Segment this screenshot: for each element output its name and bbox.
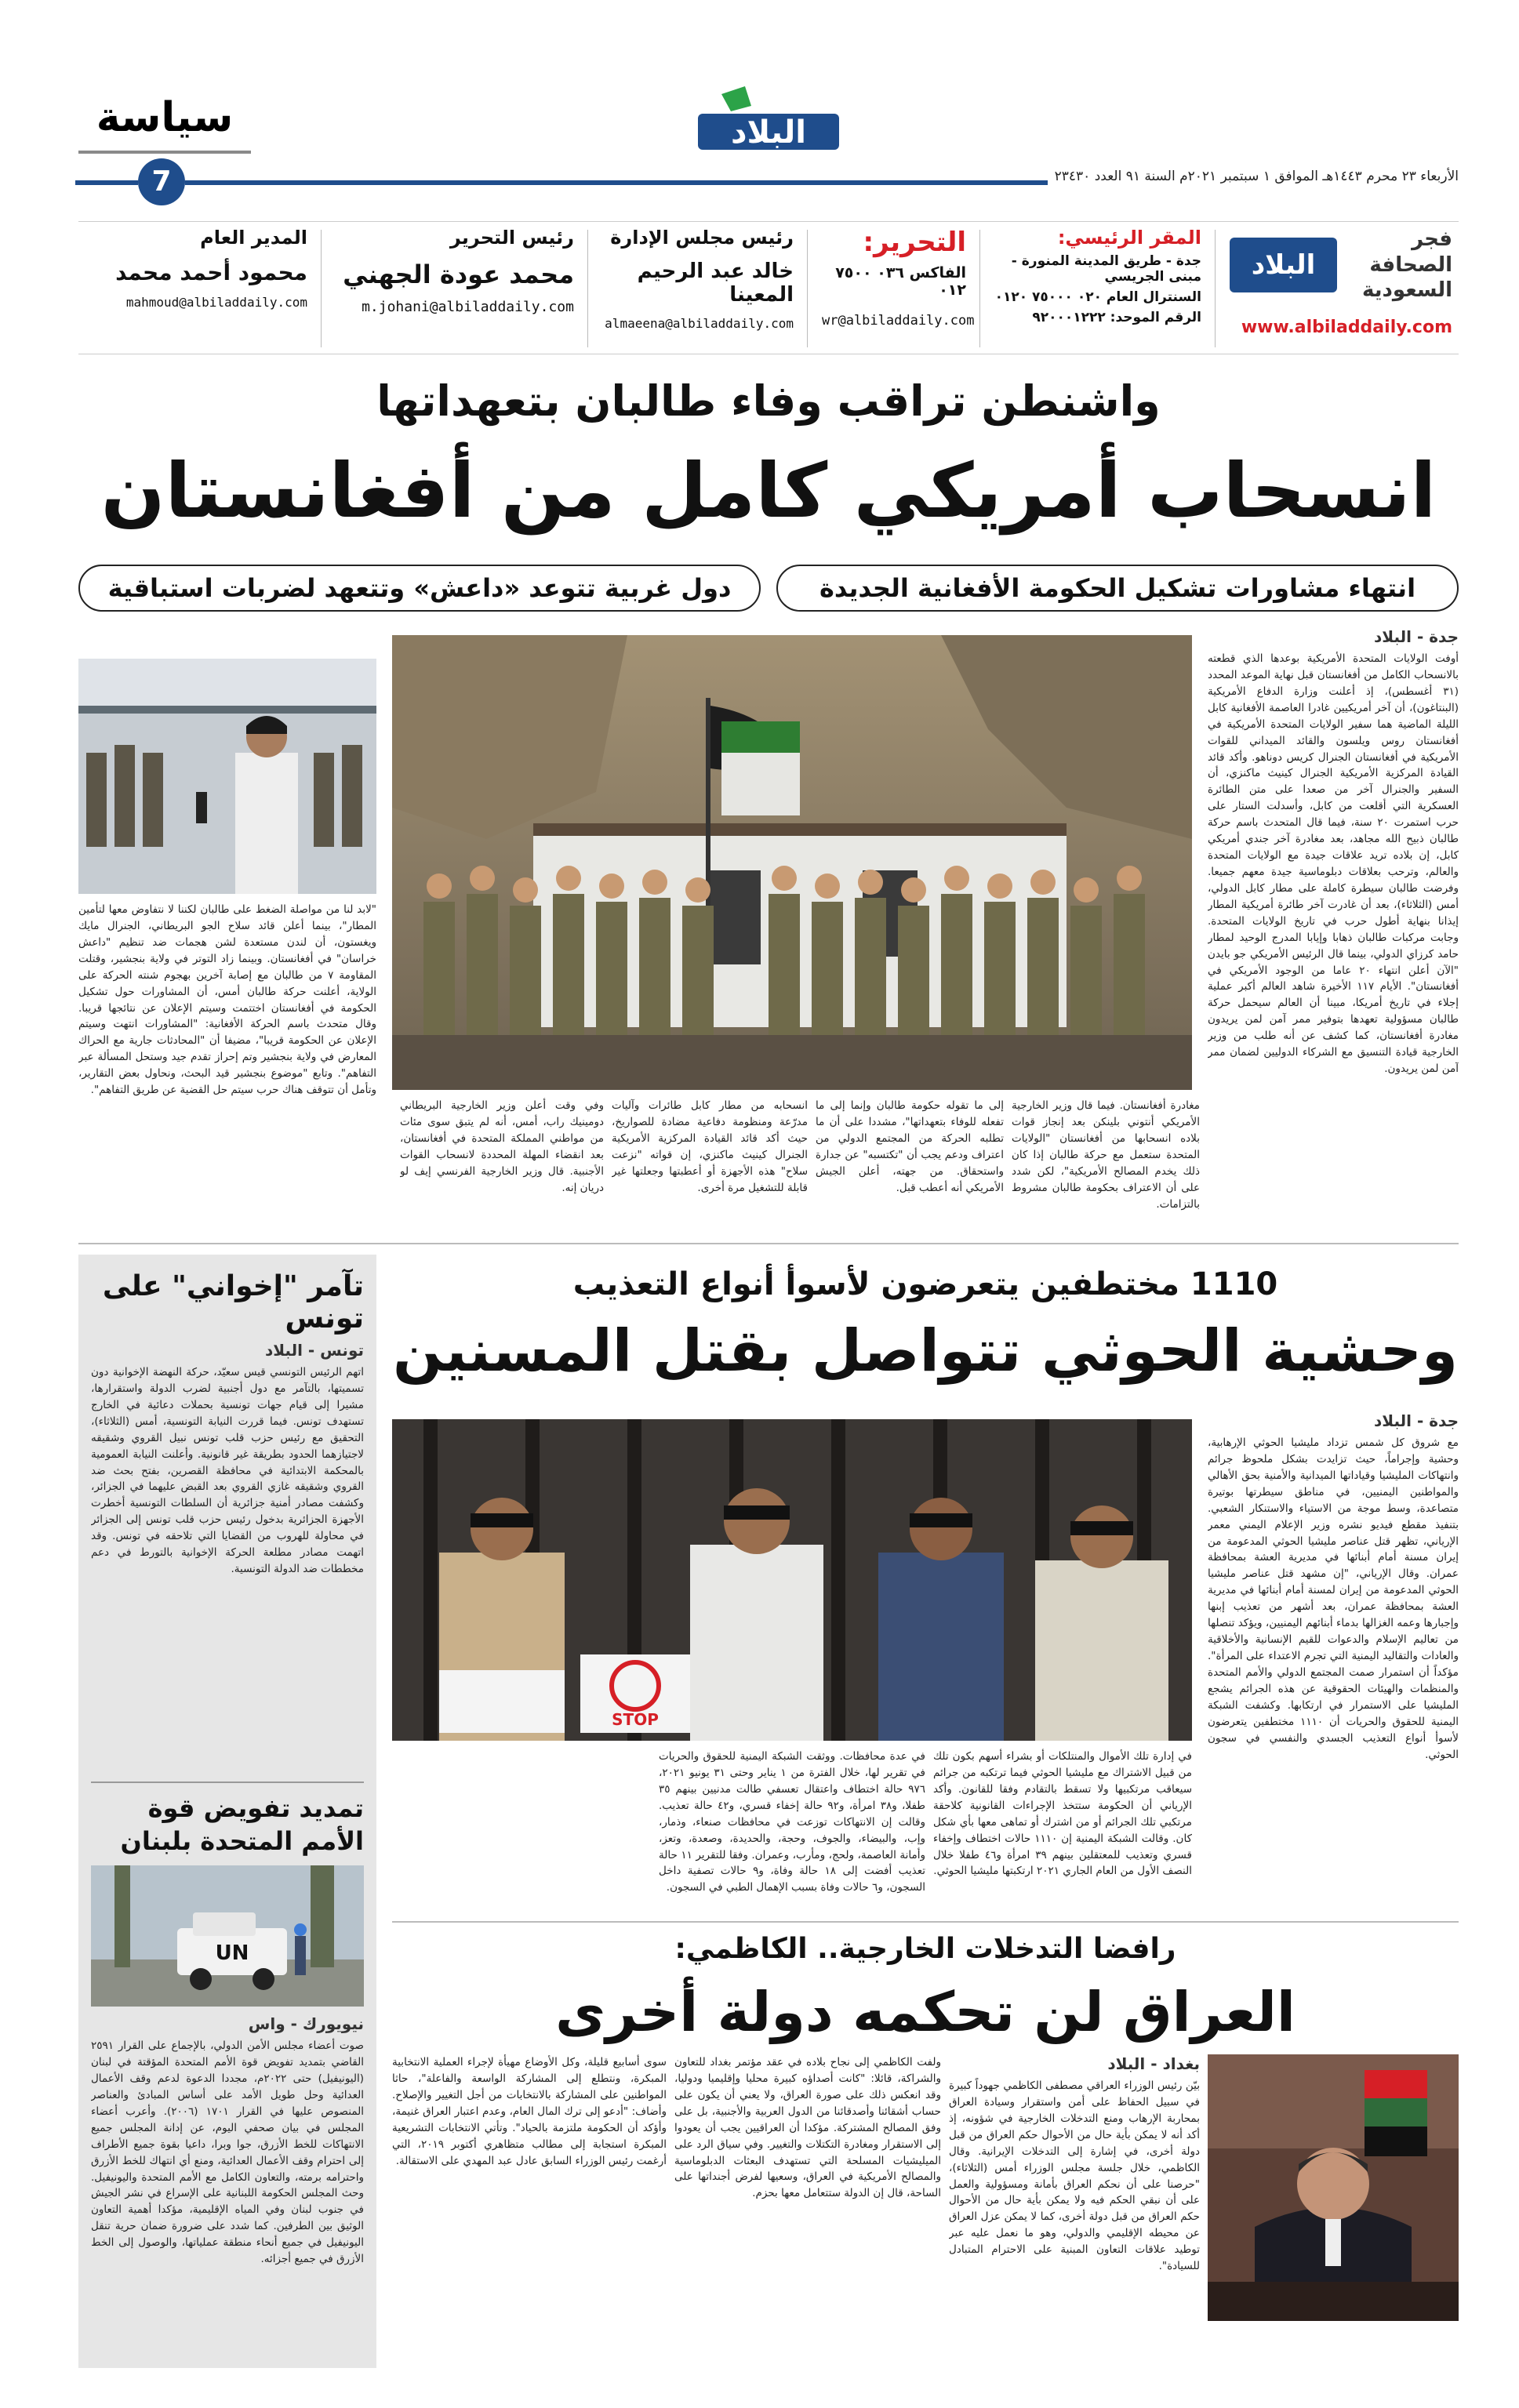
gm-name: محمود أحمد محمد xyxy=(115,260,307,285)
unifil-vehicle-label: UN xyxy=(215,1941,249,1966)
lead-text-3: إلى ما تقوله حكومة طالبان وإنما إلى ما تفعله للوفاء بتعهداتها"، مشددا على أن ما تطلبه الحركة من المجتمع الدولي من اعتراف ودعم يجب أن "تكتسبه" عن جدارة واستحقاق. من جهته، أعلن الجيش الأمريكي أنه أعطب قبل. xyxy=(816,1099,1004,1194)
lead-photo-fighters xyxy=(392,635,1192,1090)
editor-name: محمد عودة الجهني xyxy=(343,260,574,289)
section-underline xyxy=(78,151,251,154)
houthi-kicker: 1110 مختطفين يتعرضون لأسوأ أنواع التعذيب xyxy=(572,1266,1278,1302)
iraq-photo-kadhimi xyxy=(1208,2054,1459,2321)
houthi-byline: جدة - البلاد xyxy=(1374,1411,1459,1430)
houthi-text-3: في عدة محافظات. ووثقت الشبكة اليمنية للحقوق والحريات في تقرير لها، خلال الفترة من ١ يناير وحتى ٣١ يونيو ٢٠٢١، ٩٧٦ حالة اختطاف واعتقال تعسفي طالت مدنيين بينهم ٣٥ طفلا، و٣٨ امرأة، و٩٢ حالة إخفاء قسري، و٤٢ حالة تعذيب. وقالت إن الانتهاكات توزعت في محافظات صنعاء، وذمار، وإب، والبيضاء، والجوف، وحجة، والحديدة، وصعدة، وتعز، وأمانة العاصمة، ولحج، ومأرب، وعمران. وفقا للتقرير ١١ حالة تعذيب أفضت إلى ١٨ حالة وفاة، و٩ حالات تصفية داخل السجون، و٦ حالات وفاة بسبب الإهمال الطبي في السجون. xyxy=(659,1750,925,1894)
lead-text-4: انسحابه من مطار كابل طائرات وآليات مدرّعة ومنظومة دفاعية مضادة للصواريخ، حيث أكد قائد القيادة المركزية الأمريكية الجنرال كينيث ماكنزي، إن قواته "نزعت سلاح" هذه الأجهزة أو أعطبتها وجعلتها غير قابلة للتشغيل مرة أخرى. xyxy=(612,1099,808,1194)
chairman-email[interactable]: almaeena@albiladdaily.com xyxy=(605,316,794,331)
editorial-contact-block xyxy=(816,222,975,355)
iraq-text-2: ولفت الكاظمي إلى نجاح بلاده في عقد مؤتمر بغداد للتعاون والشراكة، قائلا: "كانت أصداؤه كبيرة محليا وإقليميا ودوليا، وقد انعكس ذلك على صورة العراق، ولا يعني أن يكون على حساب أشقائنا وأصدقائنا من الدول العربية والأجنبية، بل على وفق المصالح المشتركة. مؤكدا أن العراقيين يجب أن يعودوا إلى الاستقرار ومغادرة التكتلات والتغيير. وفي سياق الرد على الميليشيات المسلحة التي تستهدف البعثات الدبلوماسية والمصالح الأمريكية في العراق، وسعيها لفرض أجنداتها على الساحة، قال إن الدولة ستتعامل معها بحزم. xyxy=(674,2056,941,2200)
unifil-photo xyxy=(91,1865,364,2007)
editorial-fax: الفاكس ٠٣٦ ٧٥٠٠ ٠١٢ xyxy=(835,264,966,299)
editor-in-chief-block xyxy=(329,222,580,355)
hq-address: جدة - طريق المدينة المنورة - مبنى الجريسي xyxy=(1011,253,1201,285)
iraq-text-3: سوى أسابيع قليلة، وكل الأوضاع مهيأة لإجراء العملية الانتخابية المبكرة، ونتطلع إلى المشاركة الواسعة والفاعلة"، حاثا المواطنين على المشاركة بالانتخابات من أجل التغيير والإصلاح. وأضاف: "أدعو إلى ترك المال العام، وعدم اعتبار العراق غنيمة، وأؤكد أن الحكومة ملتزمة بالحياد". وتأتي الانتخابات التشريعية المبكرة استجابة إلى مطالب متظاهري أكتوبر ٢٠١٩، التي أرغمت رئيس الوزراء السابق عادل عبد المهدي على الاستقالة. xyxy=(392,2056,667,2167)
brand-block xyxy=(1223,222,1459,355)
chairman-title: رئيس مجلس الإدارة xyxy=(610,227,794,249)
editor-title: رئيس التحرير xyxy=(449,227,574,249)
tunisia-text: اتهم الرئيس التونسي قيس سعيّد، حركة النهضة الإخوانية دون تسميتها، بالتآمر مع دول أجنبية لضرب الدولة واستقرارها، مشيرا إلى قيام جهات تونسية بحملات دعائية في الخارج تستهدف تونس. فيما قررت النيابة التونسية، أمس (الثلاثاء)، التحقيق مع رئيس حزب قلب تونس نبيل القروي وشقيقه لاجتيازهما الحدود بطريقة غير قانونية. وأعلنت النيابة العمومية بالمحكمة الابتدائية في محافظة القصرين، بفتح بحث ضد القروي وشقيقه غازي القروي بعد القبض عليهما في الجزائر، وكشفت مصادر أمنية جزائرية أن السلطات التونسية أخطرت الأجهزة الجزائرية بدخول رئيس حزب قلب تونس إلى الجزائر في محاولة للهروب من القضايا التي تلاحقه في تونس. وقد اتهمت مصادر مطلعة الحركة الإخوانية بالتورط في دعم مخططات ضد الدولة التونسية. xyxy=(91,1366,364,1576)
lead-text-5: وفي وقت أعلن وزير الخارجية البريطاني دومينيك راب، أمس، أنه لم يتبق سوى مئات من مواطني المملكة المتحدة في أفغانستان، بعد انقضاء المهلة المحددة لانسحاب القوات الأجنبية. قال وزير الخارجية الفرنسي إيف لو دريان إنه. xyxy=(400,1099,604,1194)
info-divider xyxy=(321,230,322,347)
info-divider xyxy=(979,230,980,347)
gm-email[interactable]: mahmoud@albiladdaily.com xyxy=(125,295,307,310)
houthi-sign-text: STOP xyxy=(612,1710,659,1729)
general-manager-block xyxy=(78,222,314,355)
section-title: سياسة xyxy=(96,94,234,141)
houthi-text-1: مع شروق كل شمس تزداد مليشيا الحوثي الإرهابية، وحشية وإجراماً، حيث تزايدت بشكل ملحوظ جرائم وانتهاكات المليشيا وقياداتها الميدانية والأمنية بحق الأهالي والمواطنين اليمنيين، في مناطق سيطرتها بوتيرة متصاعدة، وسط موجة من الاستياء والاستنكار الشعبي. بتنفيذ مقطع فيديو نشره وزير الإعلام اليمني معمر الإرياني، تظهر قتل عناصر مليشيا الحوثي المدعومة من إيران مسنة أمام أبنائها في مديرية العشة بمحافظة عمران. وقال الإرياني، "إن مشهد قتل عناصر مليشيا الحوثي المدعومة من إيران لمسنة أمام أبنائها في مديرية العشة بمحافظة عمران، بعد أشهر من تعذيب إبنها وإجبارها وعمه الغزالها بدماء أبنائهم اليمنيين، ويؤكد تنصلها من تعاليم الإسلام والدعوات للقيم الإنسانية والأخلاقية والعادات والتقاليد اليمنية التي تجرم الاعتداء على المرأة". مؤكداً أن استمرار صمت المجتمع الدولي والأمم المتحدة والمنظمات والهيئات الحقوقية عن هذه الجرائم يشجع المليشيا على الاستمرار في ارتكابها. وكشفت الشبكة اليمنية للحقوق والحريات أن ١١١٠ مختطفين يتعرضون لأسوأ أنواع التعذيب الجسدي والنفسي في سجون الحوثي. xyxy=(1208,1436,1459,1761)
houthi-text-2: في إدارة تلك الأموال والمنتلكات أو بشراء أسهم بكون تلك من قبيل الاشتراك مع مليشيا الحوثي فيما ترتكبه من جرائم سيعاقب مرتكبيها ولا تسقط بالتقادم وفقا للقانون. وأكد الإرياني أن الحكومة ستتخذ الإجراءات القانونية كلاحقة مرتكبي تلك الجرائم أو من اشترك أو تماهى معها بأي شكل كان. وقالت الشبكة اليمنية إن ١١١٠ حالات اختطاف وإخفاء قسري وتعذيب للمعتقلين بينهم ٣٩ امرأة و٤٦ طفلا خلال النصف الأول من العام الجاري ٢٠٢١ ارتكبتها مليشيا الحوثي. xyxy=(933,1750,1192,1878)
iraq-kicker: رافضا التدخلات الخارجية.. الكاظمي: xyxy=(674,1933,1176,1965)
info-divider xyxy=(1215,230,1216,347)
dateline: الأربعاء ٢٣ محرم ١٤٤٣هـ الموافق ١ سبتمبر ٢٠٢١م السنة ٩١ العدد ٢٣٤٣٠ xyxy=(1054,169,1459,184)
houthi-photo-detainees xyxy=(392,1419,1192,1741)
lead-text-1: أوفت الولايات المتحدة الأمريكية بوعدها الذي قطعته بالانسحاب الكامل من أفغانستان قبل نهاية الموعد المحدد (٣١ أغسطس)، إذ أعلنت وزارة الدفاع الأمريكية (البنتاغون)، أن آخر أمريكيين غادرا العاصمة الأفغانية كابل الليلة الماضية هما سفير الولايات المتحدة الأمريكية في أفغانستان روس ويلسون والقائد الميداني للقوات الأمريكية في أفغانستان الجنرال كريس دوناهو. وأكد قائد القيادة المركزية الأمريكية الجنرال كينيث ماكنزي، أن السفير والجنرال آخر من صعدا على متن الطائرة العسكرية التي أقلعت من كابل، وأسدلت الستار على حرب استمرت ٢٠ سنة، فيما قال المتحدث باسم حركة طالبان ذبيح الله مجاهد، بعد مغادرة آخر جندي أمريكي كابل، إن بلاده تريد علاقات جيدة مع الولايات المتحدة والعالم، وترحب بعلاقات دبلوماسية جيدة معهم جميعا. وفرضت طالبان سيطرة كاملة على مطار كابل الدولي، أمس (الثلاثاء)، بعد أن غادرت آخر طائرة أمريكية المطار إيذانا بنهاية أطول حرب في تاريخ الولايات المتحدة. وجابت مركبات طالبان ذهابا وإيابا المدرج الوحيد لمطار حامد كرزاي الدولي، بينما قال الرئيس الأمريكي جو بايدن "الآن أعلن انتهاء ٢٠ عاما من الوجود الأمريكي في أفغانستان". الأيام ١١٧ الأخيرة شاهد العالم أكبر عملية إجلاء في تاريخ أمريكا، مبينا أن العالم سيحمل حركة طالبان مسؤولية تعهدها بتوفير ممر آمن لمن يريدون مغادرة أفغانستان، كما كشف عن أنه طلب من وزير الخارجية قيادة التنسيق مع الشركاء الدوليين لضمان ممر آمن لمن يريدون. xyxy=(1208,652,1459,1076)
houthi-headline: وحشية الحوثي تتواصل بقتل المسنين xyxy=(393,1317,1458,1385)
chairman-block xyxy=(596,222,800,355)
lead-kicker: واشنطن تراقب وفاء طالبان بتعهداتها xyxy=(376,376,1161,426)
unifil-text: صوت أعضاء مجلس الأمن الدولي، بالإجماع على القرار ٢٥٩١ القاضي بتمديد تفويض قوة الأمم المتحدة المؤقتة في لبنان (اليونيفيل) حتى ٢٠٢٢م، مجددا الدعوة لدعم وقف الأعمال العدائية وحل طويل الأمد على أساس المبادئ والعناصر المنصوص عليها في القرار ١٧٠١ (٢٠٠٦). وأعرب أعضاء المجلس في بيان صحفي اليوم، عن إدانة المجلس جميع الانتهاكات للخط الأزرق، جوا وبرا، داعيا بقوة جميع الأطراف إلى احترام وقف الأعمال العدائية، ومنع أي انتهاك للخط الأزرق واحترامه برمته، والتعاون الكامل مع الأمم المتحدة واليونيفيل. وحث المجلس الحكومة اللبنانية على الإسراع في نشر الجيش في جنوب لبنان وفي المياه الإقليمية، مؤكدا أهمية التعاون الوثيق بين الطرفين. كما شدد على ضرورة ضمان حرية تنقل اليونيفيل في جميع أنحاء منطقة عملياتها، والوصول إلى الخط الأزرق في جميع أجزائه. xyxy=(91,2039,364,2266)
publication-info-strip xyxy=(78,221,1459,354)
hq-unified-number: الرقم الموحد: ٩٢٠٠٠١٢٢٢ xyxy=(1032,310,1201,325)
newspaper-logo xyxy=(690,78,847,165)
hq-block xyxy=(988,222,1208,355)
brand-logo-small: البلاد xyxy=(1230,238,1337,292)
sidebar-divider xyxy=(91,1781,364,1783)
tunisia-byline: تونس - البلاد xyxy=(264,1341,364,1360)
lead-subhead-left: دول غربية تتوعد «داعش» وتتعهد لضربات استباقية xyxy=(78,565,761,612)
section-divider xyxy=(78,1243,1459,1244)
lead-column-right xyxy=(1208,627,1459,1309)
iraq-byline: بغداد - البلاد xyxy=(1107,2054,1200,2073)
houthi-column-right xyxy=(1208,1411,1459,1913)
hq-phone: السنترال العام ٠٢٠ ٧٥٠٠٠ ٠١٢٠ xyxy=(994,289,1201,305)
unifil-headline: تمديد تفويض قوة الأمم المتحدة بلبنان xyxy=(120,1793,364,1856)
gm-title: المدير العام xyxy=(200,227,307,249)
logo-wordmark: البلاد xyxy=(731,114,806,151)
lead-text-2: مغادرة أفغانستان. فيما قال وزير الخارجية الأمريكي أنتوني بلينكن بعد إنجاز قوات بلاده انسحابها من أفغانستان "الولايات المتحدة ستعمل مع حركة طالبان إذا كان ذلك يخدم المصالح الأمريكية"، لكن شدد على أن الاعتراف بحكومة طالبان مشروط بالتزامات. xyxy=(1012,1099,1200,1211)
tunisia-headline: تآمر "إخواني" على تونس xyxy=(102,1270,364,1335)
hq-title: المقر الرئيسي: xyxy=(1057,227,1201,249)
header-rule-right xyxy=(185,180,1048,185)
chairman-name: خالد عبد الرحيم المعينا xyxy=(637,260,794,307)
iraq-headline: العراق لن تحكمه دولة أخرى xyxy=(555,1980,1296,2044)
editor-email[interactable]: m.johani@albiladdaily.com xyxy=(362,299,574,315)
info-divider xyxy=(807,230,808,347)
unifil-byline: نيويورك - واس xyxy=(248,2014,364,2034)
masthead-bar xyxy=(0,0,1519,212)
lead-headline: انسحاب أمريكي كامل من أفغانستان xyxy=(100,447,1437,535)
editorial-email[interactable]: wr@albiladdaily.com xyxy=(822,313,975,329)
lead-photo-speaker xyxy=(78,659,376,894)
page-number-badge: 7 xyxy=(138,158,185,205)
editorial-title: التحرير: xyxy=(863,227,966,258)
lead-text-6: "لابد لنا من مواصلة الضغط على طالبان لكننا لا نتفاوض معها لتأمين المطار"، بينما أعلن قائد سلاح الجو البريطاني، الجنرال مايك ويغستون، أن لندن مستعدة لشن هجمات ضد تنظيم "داعش خراسان" في أفغانستان. وبينما زاد التوتر في ولاية بنجشير، وقتلت المقاومة ٧ من طالبان مع إصابة آخرين بهجوم شنته الحركة على الولاية، أعلنت حركة طالبان أمس، أن المشاورات حول تشكيل الحكومة في أفغانستان اختتمت وسيتم الإعلان عن نتائجها قريبا. وقال متحدث باسم الحركة الأفغانية: "المشاورات انتهت وسيتم الإعلان عن الحكومة قريبا"، مضيفا أن "المحادثات جارية مع الحراك المعارض في ولاية بنجشير وتم إحراز تقدم جيد وستحل المسألة عبر التفاهم". وتابع "موضوع بنجشير قيد البحث، ونحاول بعض التقارير، وتأمل أن تتوقف هناك حرب سيتم حل القضية عن طريق التفاهم". xyxy=(78,903,376,1097)
section-divider xyxy=(392,1921,1459,1923)
brand-tagline: فجر الصحافة السعودية xyxy=(1362,227,1452,302)
info-divider xyxy=(587,230,588,347)
iraq-text-1: بيّن رئيس الوزراء العراقي مصطفى الكاظمي جهوداً كبيرة في سبيل الحفاظ على أمن واستقرار وسيادة العراق بمحاربة الإرهاب ومنع التدخلات الخارجية في شؤونه، إذ أكد أنه لا يمكن بأية حال من الأحوال حكم العراق من قبل دولة أخرى، في إشارة إلى التدخلات الإيرانية. وقال الكاظمي، خلال جلسة مجلس الوزراء أمس (الثلاثاء)، "حرصنا على أن نحكم العراق بأمانة ومسؤولية والعمل على أن نبقي الحكم فيه ولا يمكن بأية حال من الأحوال حكم العراق من قبل دولة أخرى، كما لا يمكن عزل العراق عن محيطه الإقليمي والدولي، وهو ما نعمل عليه عبر توطيد علاقات التعاون المبنية على الاحترام المتبادل للسيادة". xyxy=(949,2079,1200,2273)
iraq-column-right xyxy=(949,2054,1200,2384)
lead-byline: جدة - البلاد xyxy=(1374,627,1459,646)
sidebar-briefs xyxy=(78,1255,376,2368)
lead-subhead-right: انتهاء مشاورات تشكيل الحكومة الأفغانية الجديدة xyxy=(776,565,1459,612)
header-rule-left xyxy=(75,180,138,185)
website-link[interactable]: www.albiladdaily.com xyxy=(1241,317,1452,337)
